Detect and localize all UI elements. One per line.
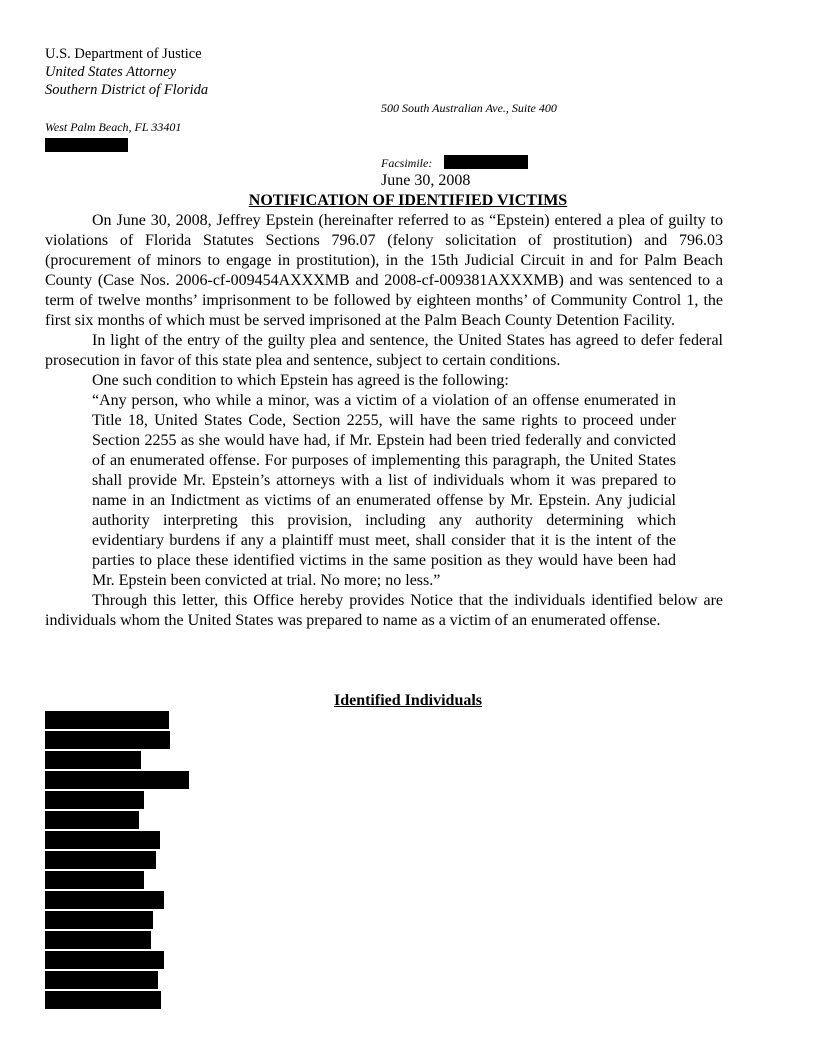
paragraph-deferral: In light of the entry of the guilty plea and sentence, the United States has agreed to defer federal prosecution in favor of this state plea and sentence, subject to certain conditions.	[45, 332, 723, 369]
redacted-name	[45, 911, 153, 929]
redacted-name	[45, 891, 164, 909]
redacted-name	[45, 731, 170, 749]
paragraph-notice: Through this letter, this Office hereby provides Notice that the individuals identified below are individuals whom the United States was prepared to name as a victim of an enumerated offense.	[45, 592, 723, 629]
quoted-condition: “Any person, who while a minor, was a victim of a violation of an offense enumerated in Title 18, United States Code, Section 2255, will have the same rights to proceed under Section 2255 as she would have had, if Mr. Epstein had been tried federally and convicted of an enumerated offense. For purposes of implementing this paragraph, the United States shall provide Mr. Epstein’s attorneys with a list of individuals whom it was prepared to name in an Indictment as victims of an enumerated offense by Mr. Epstein. Any judicial authority interpreting this provision, including any authority determining which evidentiary burdens if any a plaintiff must meet, shall consider that it is the intent of the parties to place these identified victims in the same position as they would have been had Mr. Epstein been convicted at trial. No more; no less.”	[92, 392, 676, 589]
letter-body	[45, 211, 723, 631]
redacted-name	[45, 991, 161, 1009]
redacted-name	[45, 931, 151, 949]
letterhead-district: Southern District of Florida	[45, 82, 209, 98]
redacted-name	[45, 811, 139, 829]
letterhead-department: U.S. Department of Justice	[45, 46, 202, 62]
address-street: 500 South Australian Ave., Suite 400	[381, 101, 557, 115]
redacted-name	[45, 751, 141, 769]
document-title: NOTIFICATION OF IDENTIFIED VICTIMS	[248, 192, 568, 209]
redacted-name	[45, 951, 164, 969]
address-city: West Palm Beach, FL 33401	[45, 120, 182, 134]
redacted-name	[45, 851, 156, 869]
redacted-facsimile	[444, 155, 528, 169]
section-title: Identified Individuals	[333, 692, 483, 709]
paragraph-condition: One such condition to which Epstein has agreed is the following:	[92, 372, 509, 389]
redacted-name	[45, 871, 144, 889]
letterhead-office: United States Attorney	[45, 64, 177, 80]
redacted-name	[45, 771, 189, 789]
paragraph-plea: On June 30, 2008, Jeffrey Epstein (hereinafter referred to as “Epstein) entered a plea of guilty to violations of Florida Statutes Sections 796.07 (felony solicitation of prostitution) and 796.03 (procurement of minors to engage in prostitution), in the 15th Judicial Circuit in and for Palm Beach County (Case Nos. 2006-cf-009454AXXXMB and 2008-cf-009381AXXXMB) and was sentenced to a term of twelve months’ imprisonment to be followed by eighteen months’ of Community Control 1, the first six months of which must be served imprisoned at the Palm Beach County Detention Facility.	[45, 212, 723, 329]
redacted-name	[45, 791, 144, 809]
redacted-name	[45, 711, 169, 729]
letter-date: June 30, 2008	[381, 172, 471, 189]
redacted-phone	[45, 138, 128, 152]
redacted-name	[45, 971, 158, 989]
redacted-name	[45, 831, 160, 849]
facsimile-label: Facsimile:	[381, 156, 433, 170]
